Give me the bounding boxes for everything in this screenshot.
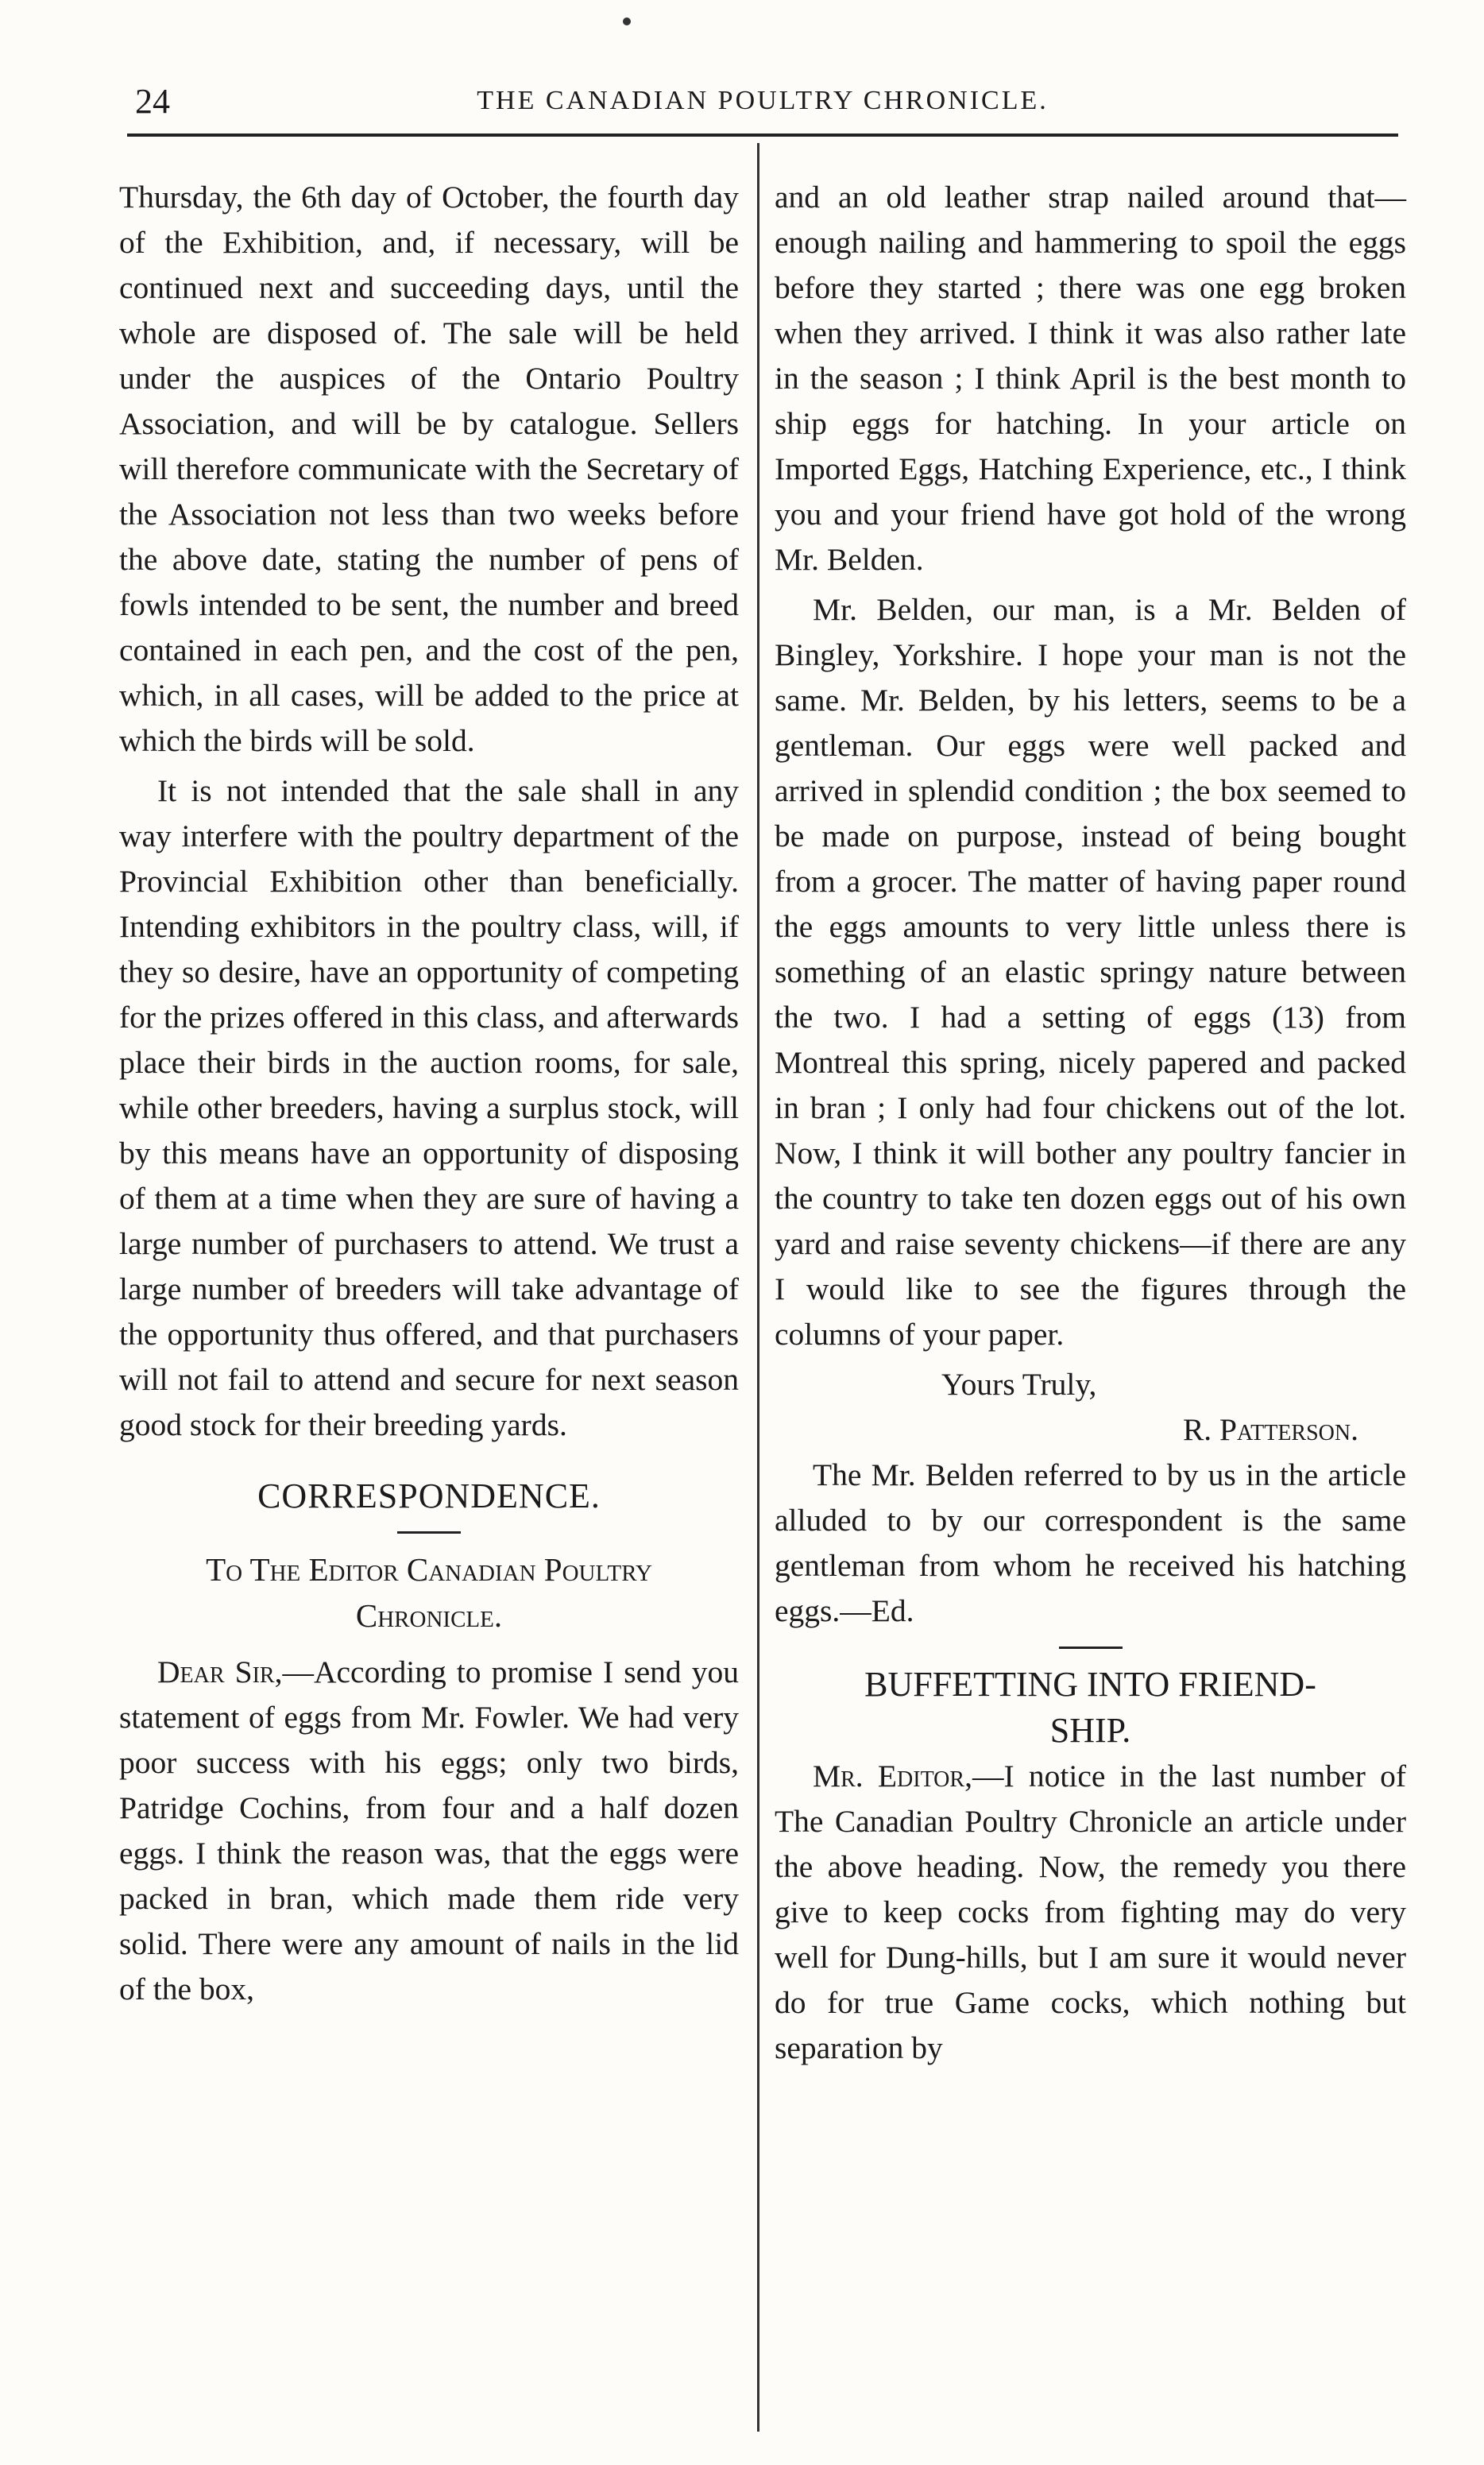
paragraph: It is not intended that the sale shall in any way interfere with the poultry department of the Provincial Exhibition other than beneficially. Intending exhibitors in the poultry class, will, if they so desire, have an opportunity of competing for the prizes offered in this class, and afterwards place their birds in the auction rooms, for sale, while other breeders, having a surplus stock, will by this means have an opportunity of disposing of them at a time when they are sure of having a large number of purchasers to attend. We trust a large number of breeders will take advantage of the opportunity thus offered, and that purchasers will not fail to attend and secure for next season good stock for their breeding yards. — [119, 773, 739, 1442]
right-column — [775, 175, 1406, 2071]
column-divider — [757, 143, 759, 2432]
editor-note: The Mr. Belden referred to by us in the article alluded to by our correspondent is the same gentleman from whom he received his hatching eggs.—Ed. — [775, 1457, 1406, 1628]
divider — [1059, 1647, 1123, 1649]
paragraph: Thursday, the 6th day of October, the fourth day of the Exhibition, and, if necessary, will be continued next and succeeding days, until the whole are disposed of. The sale will be held under the auspices of the Ontario Poultry Association, and will be by catalogue. Sellers will therefore communicate with the Secretary of the Association not less than two weeks before the above date, stating the number of pens of fowls intended to be sent, the number and breed contained in each pen, and the cost of the pen, which, in all cases, will be added to the price at which the birds will be sold. — [119, 180, 739, 758]
letter-closing — [775, 1362, 1406, 1453]
signature: R. Patterson. — [1182, 1412, 1358, 1447]
valediction: Yours Truly, — [941, 1367, 1097, 1402]
page-number: 24 — [135, 82, 170, 121]
running-head — [127, 76, 1398, 137]
ink-speck — [623, 17, 631, 25]
salutation: Mr. Editor, — [813, 1759, 972, 1794]
journal-title: THE CANADIAN POULTRY CHRONICLE. — [477, 86, 1049, 115]
letter-paragraph — [775, 1754, 1406, 2071]
paragraph: Mr. Belden, our man, is a Mr. Belden of Bingley, Yorkshire. I hope your man is not the same. Mr. Belden, by his letters, seems to be a gentleman. Our eggs were well packed and arrived in splendid condition ; the box seemed to be made on purpose, instead of being bought from a grocer. The matter of having paper round the eggs amounts to very little unless there is something of an elastic springy nature between the two. I had a setting of eggs (13) from Montreal this spring, nicely papered and packed in bran ; I only had four chickens out of the lot. Now, I think it will bother any poultry fancier in the country to take ten dozen eggs out of his own yard and raise seventy chickens—if there are any I would like to see the figures through the columns of your paper. — [775, 592, 1406, 1352]
address-line: To The Editor Canadian Poultry — [206, 1551, 652, 1588]
article-heading — [775, 1662, 1406, 1754]
letter-paragraph — [119, 1650, 739, 2012]
section-heading: CORRESPONDENCE. — [257, 1476, 601, 1515]
divider — [397, 1531, 461, 1534]
letter-address — [119, 1546, 739, 1639]
address-line: Chronicle. — [355, 1597, 503, 1634]
paragraph: and an old leather strap nailed around that—enough nailing and hammering to spoil the eggs before they started ; there was one egg broken when they arrived. I think it was also rather late in the season ; I think April is the best month to ship eggs for hatching. In your article on Imported Eggs, Hatching Experience, etc., I think you and your friend have got hold of the wrong Mr. Belden. — [775, 180, 1406, 577]
salutation: Dear Sir, — [157, 1654, 283, 1689]
left-column — [119, 175, 739, 2012]
heading-line: BUFFETTING INTO FRIEND- — [864, 1665, 1316, 1704]
letter-text: —I notice in the last number of The Canadian Poultry Chronicle an article under the above heading. Now, the remedy you there give to keep cocks from fighting may do very well for Dung-hills, but I am sure it would never do for true Game cocks, which nothing but separation by — [775, 1759, 1406, 2065]
heading-line: SHIP. — [1049, 1711, 1131, 1750]
letter-text: —According to promise I send you statement of eggs from Mr. Fowler. We had very poor success with his eggs; only two birds, Patridge Cochins, from four and a half dozen eggs. I think the reason was, that the eggs were packed in bran, which made them ride very solid. There were any amount of nails in the lid of the box, — [119, 1654, 739, 2006]
